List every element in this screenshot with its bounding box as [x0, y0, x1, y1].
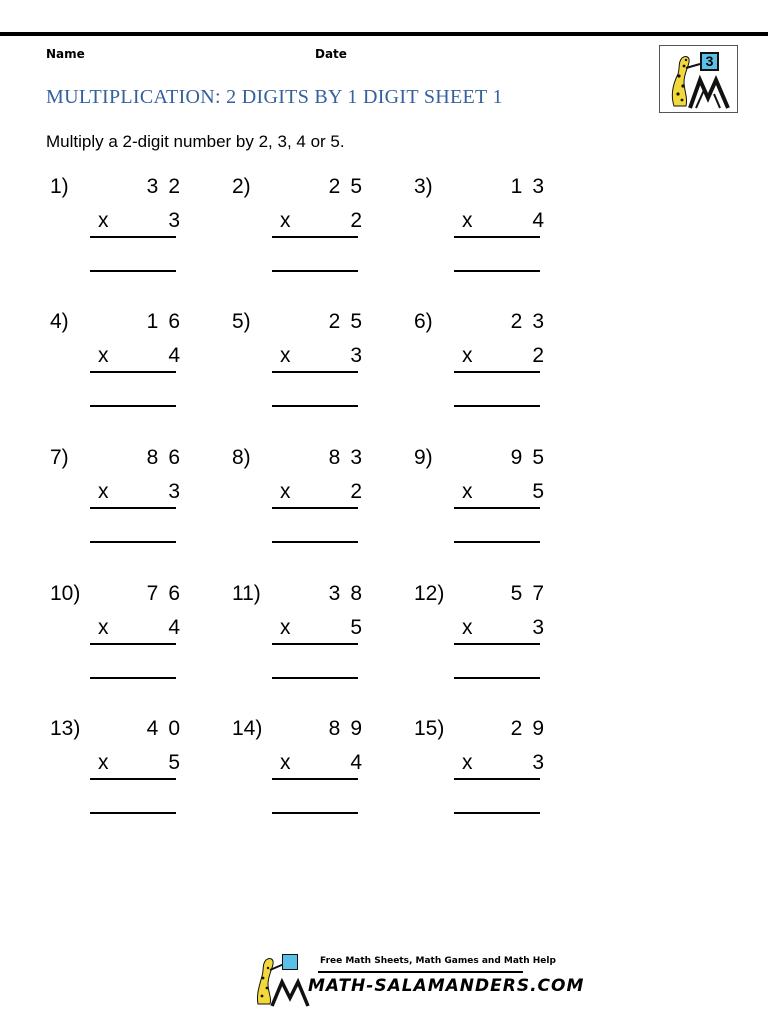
problem-number: 4) [50, 310, 69, 333]
times-sign: x [462, 480, 473, 503]
operation-line [454, 643, 540, 645]
problem-top-number: 89 [328, 717, 372, 740]
problem-top-number: 29 [510, 717, 554, 740]
footer [250, 948, 585, 1008]
problem-number: 9) [414, 446, 433, 469]
problem-multiplier: 4 [168, 344, 180, 367]
problem-multiplier: 2 [532, 344, 544, 367]
problem-multiplier: 3 [168, 480, 180, 503]
answer-line[interactable] [272, 677, 358, 679]
problem-top-number: 86 [146, 446, 190, 469]
problem-multiplier: 4 [350, 751, 362, 774]
problem-12 [414, 582, 554, 682]
problem-13 [50, 717, 190, 817]
problem-number: 12) [414, 582, 445, 605]
answer-line[interactable] [90, 270, 176, 272]
problem-number: 15) [414, 717, 445, 740]
instruction-text: Multiply a 2-digit number by 2, 3, 4 or 5. [46, 132, 345, 151]
problem-multiplier: 5 [350, 616, 362, 639]
answer-line[interactable] [90, 677, 176, 679]
problem-number: 11) [232, 582, 261, 605]
footer-badge [282, 954, 298, 970]
answer-line[interactable] [272, 270, 358, 272]
problem-top-number: 23 [510, 310, 554, 333]
problem-multiplier: 3 [168, 209, 180, 232]
problem-number: 8) [232, 446, 251, 469]
operation-line [90, 778, 176, 780]
operation-line [272, 778, 358, 780]
answer-line[interactable] [454, 270, 540, 272]
footer-salamander-icon [250, 948, 310, 1013]
times-sign: x [98, 751, 109, 774]
answer-line[interactable] [90, 405, 176, 407]
problem-3 [414, 175, 554, 275]
problem-15 [414, 717, 554, 817]
operation-line [90, 236, 176, 238]
operation-line [90, 507, 176, 509]
salamander-logo [659, 45, 738, 113]
problem-6 [414, 310, 554, 410]
operation-line [454, 778, 540, 780]
times-sign: x [98, 209, 109, 232]
problem-7 [50, 446, 190, 546]
times-sign: x [98, 344, 109, 367]
top-rule [0, 32, 768, 36]
problem-number: 13) [50, 717, 81, 740]
answer-line[interactable] [454, 812, 540, 814]
problem-top-number: 57 [510, 582, 554, 605]
problem-1 [50, 175, 190, 275]
operation-line [272, 507, 358, 509]
problem-11 [232, 582, 372, 682]
operation-line [272, 236, 358, 238]
times-sign: x [280, 616, 291, 639]
answer-line[interactable] [454, 405, 540, 407]
operation-line [90, 643, 176, 645]
times-sign: x [280, 209, 291, 232]
problem-multiplier: 3 [532, 751, 544, 774]
answer-line[interactable] [272, 405, 358, 407]
answer-line[interactable] [454, 541, 540, 543]
operation-line [454, 371, 540, 373]
operation-line [454, 236, 540, 238]
problem-multiplier: 2 [350, 209, 362, 232]
problem-top-number: 13 [510, 175, 554, 198]
answer-line[interactable] [454, 677, 540, 679]
problem-top-number: 40 [146, 717, 190, 740]
problem-number: 7) [50, 446, 69, 469]
problem-top-number: 16 [146, 310, 190, 333]
problem-number: 10) [50, 582, 81, 605]
problem-top-number: 76 [146, 582, 190, 605]
times-sign: x [462, 209, 473, 232]
times-sign: x [280, 344, 291, 367]
problem-multiplier: 5 [532, 480, 544, 503]
times-sign: x [462, 344, 473, 367]
problem-multiplier: 4 [532, 209, 544, 232]
times-sign: x [280, 751, 291, 774]
problem-top-number: 38 [328, 582, 372, 605]
problem-number: 1) [50, 175, 69, 198]
footer-brand: MATH-SALAMANDERS.COM [308, 976, 585, 996]
page-title: MULTIPLICATION: 2 DIGITS BY 1 DIGIT SHEET 1 [46, 86, 503, 108]
problem-multiplier: 3 [532, 616, 544, 639]
problem-multiplier: 5 [168, 751, 180, 774]
problem-multiplier: 4 [168, 616, 180, 639]
operation-line [90, 371, 176, 373]
answer-line[interactable] [90, 541, 176, 543]
problem-number: 5) [232, 310, 251, 333]
operation-line [272, 371, 358, 373]
problem-4 [50, 310, 190, 410]
problem-top-number: 83 [328, 446, 372, 469]
problem-multiplier: 3 [350, 344, 362, 367]
times-sign: x [462, 616, 473, 639]
footer-tagline: Free Math Sheets, Math Games and Math Help [320, 956, 556, 966]
times-sign: x [98, 616, 109, 639]
operation-line [272, 643, 358, 645]
times-sign: x [280, 480, 291, 503]
problem-5 [232, 310, 372, 410]
problem-9 [414, 446, 554, 546]
salamander-logo-icon [660, 46, 737, 112]
problem-top-number: 25 [328, 175, 372, 198]
problem-14 [232, 717, 372, 817]
problem-8 [232, 446, 372, 546]
answer-line[interactable] [272, 812, 358, 814]
problem-2 [232, 175, 372, 275]
name-label: Name [46, 47, 85, 61]
answer-line[interactable] [272, 541, 358, 543]
problem-top-number: 25 [328, 310, 372, 333]
problem-number: 3) [414, 175, 433, 198]
date-label: Date [315, 47, 347, 61]
problem-10 [50, 582, 190, 682]
problem-number: 6) [414, 310, 433, 333]
grade-badge: 3 [700, 52, 719, 71]
operation-line [454, 507, 540, 509]
problem-number: 2) [232, 175, 251, 198]
problem-number: 14) [232, 717, 263, 740]
times-sign: x [462, 751, 473, 774]
answer-line[interactable] [90, 812, 176, 814]
problem-top-number: 95 [510, 446, 554, 469]
problem-top-number: 32 [146, 175, 190, 198]
times-sign: x [98, 480, 109, 503]
problem-multiplier: 2 [350, 480, 362, 503]
footer-rule [318, 971, 523, 973]
